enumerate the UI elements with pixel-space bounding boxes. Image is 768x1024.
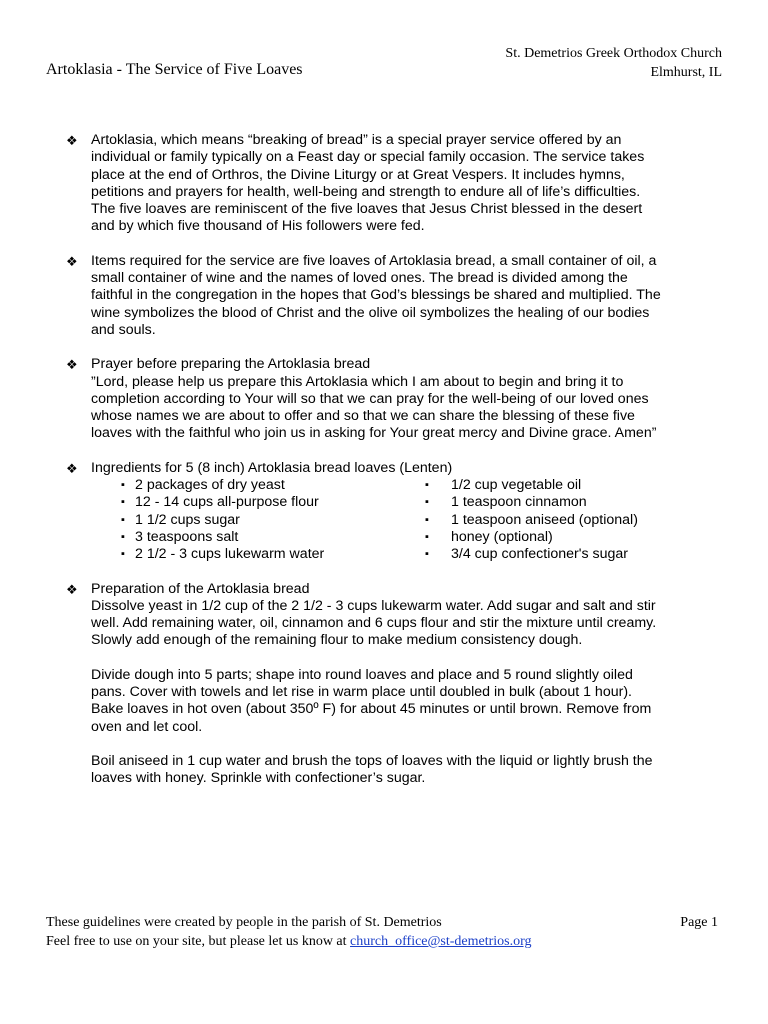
footer-notice: Feel free to use on your site, but please let us know at xyxy=(46,934,351,949)
items-paragraph: Items required for the service are five loaves of Artoklasia bread, a small container of oil, a small container of wine and the names of loved ones. The bread is divided among the faithful in the congregation in the hopes that God’s blessings be shared and multiplied. The wine symbolizes the blood of Christ and the olive oil symbolizes the healing of our bodies and souls. xyxy=(91,252,661,338)
page-number: Page 1 xyxy=(680,915,718,930)
ingredient-item: ▪ 2 packages of dry yeast xyxy=(121,477,421,494)
section-items xyxy=(66,253,666,339)
about-paragraph: Artoklasia, which means “breaking of bread” is a special prayer service offered by an individual or family typically on a Feast day or special family occasion. The service takes place at the end of Orthros, the Divine Liturgy or at Great Vespers. It includes hymns, petitions and prayers for health, well-being and strength to endure all of life’s difficulties. The five loaves are reminiscent of the five loaves that Jesus Christ blessed in the desert and by which five thousand of His followers were fed. xyxy=(91,132,645,235)
ingredients-heading: Ingredients for 5 (8 inch) Artoklasia bread loaves (Lenten) xyxy=(91,459,453,476)
prayer-text: ”Lord, please help us prepare this Artoklasia which I am about to begin and bring it to completion according to Your will so that we can pray for the well-being of our loved ones whose names we are about to offer and so that we can share the blessing of these five loaves with the faithful who join us in asking for Your great mercy and Divine grace. Amen” xyxy=(91,373,657,442)
diamond-bullet-icon: ❖ xyxy=(66,357,78,373)
church-location: Elmhurst, IL xyxy=(650,65,722,80)
church-info xyxy=(505,44,722,82)
preparation-step: Dissolve yeast in 1/2 cup of the 2 1/2 - 3 cups lukewarm water. Add sugar and salt and stir well. Add remaining water, oil, cinnamon and 6 cups flour and stir the mixture until creamy. Slowly add enough of the remaining flour to make medium consistency dough. xyxy=(91,597,657,649)
diamond-bullet-icon: ❖ xyxy=(66,133,78,148)
ingredient-item: ▪ 1 1/2 cups sugar xyxy=(121,512,421,529)
ingredients-column-left xyxy=(121,477,421,563)
document-body xyxy=(66,132,666,805)
footer-credit: These guidelines were created by people in the parish of St. Demetrios xyxy=(46,915,442,930)
document-title: Artoklasia - The Service of Five Loaves xyxy=(46,61,303,78)
ingredients-list xyxy=(91,477,666,563)
ingredient-item: ▪ honey (optional) xyxy=(425,529,638,546)
ingredient-item: ▪ 1 teaspoon cinnamon xyxy=(425,494,638,511)
preparation-step: Divide dough into 5 parts; shape into round loaves and place and 5 round slightly oiled pans. Cover with towels and let rise in warm place until doubled in bulk (about 1 hour). Bake loaves in hot oven (about 350º F) for about 45 minutes or until brown. Remove from oven and let cool. xyxy=(91,666,652,735)
page-footer xyxy=(46,913,718,951)
prayer-heading: Prayer before preparing the Artoklasia bread xyxy=(91,356,371,373)
section-ingredients xyxy=(66,460,666,564)
ingredient-item: ▪ 2 1/2 - 3 cups lukewarm water xyxy=(121,546,421,563)
ingredients-column-right xyxy=(425,477,638,563)
section-prayer xyxy=(66,356,666,442)
diamond-bullet-icon: ❖ xyxy=(66,581,78,597)
diamond-bullet-icon: ❖ xyxy=(66,460,78,476)
preparation-heading: Preparation of the Artoklasia bread xyxy=(91,580,310,597)
ingredient-item: ▪ 1/2 cup vegetable oil xyxy=(425,477,638,494)
section-preparation xyxy=(66,581,666,788)
ingredient-item: ▪ 1 teaspoon aniseed (optional) xyxy=(425,512,638,529)
diamond-bullet-icon: ❖ xyxy=(66,253,78,269)
preparation-step: Boil aniseed in 1 cup water and brush the tops of loaves with the liquid or lightly brush the loaves with honey. Sprinkle with confectioner’s sugar. xyxy=(91,752,653,787)
church-name: St. Demetrios Greek Orthodox Church xyxy=(505,46,722,61)
ingredient-item: ▪ 3/4 cup confectioner's sugar xyxy=(425,546,638,563)
ingredient-item: ▪ 3 teaspoons salt xyxy=(121,529,421,546)
ingredient-item: ▪ 12 - 14 cups all-purpose flour xyxy=(121,494,421,511)
section-about xyxy=(66,132,666,236)
email-link[interactable]: church_office@st-demetrios.org xyxy=(350,934,532,949)
